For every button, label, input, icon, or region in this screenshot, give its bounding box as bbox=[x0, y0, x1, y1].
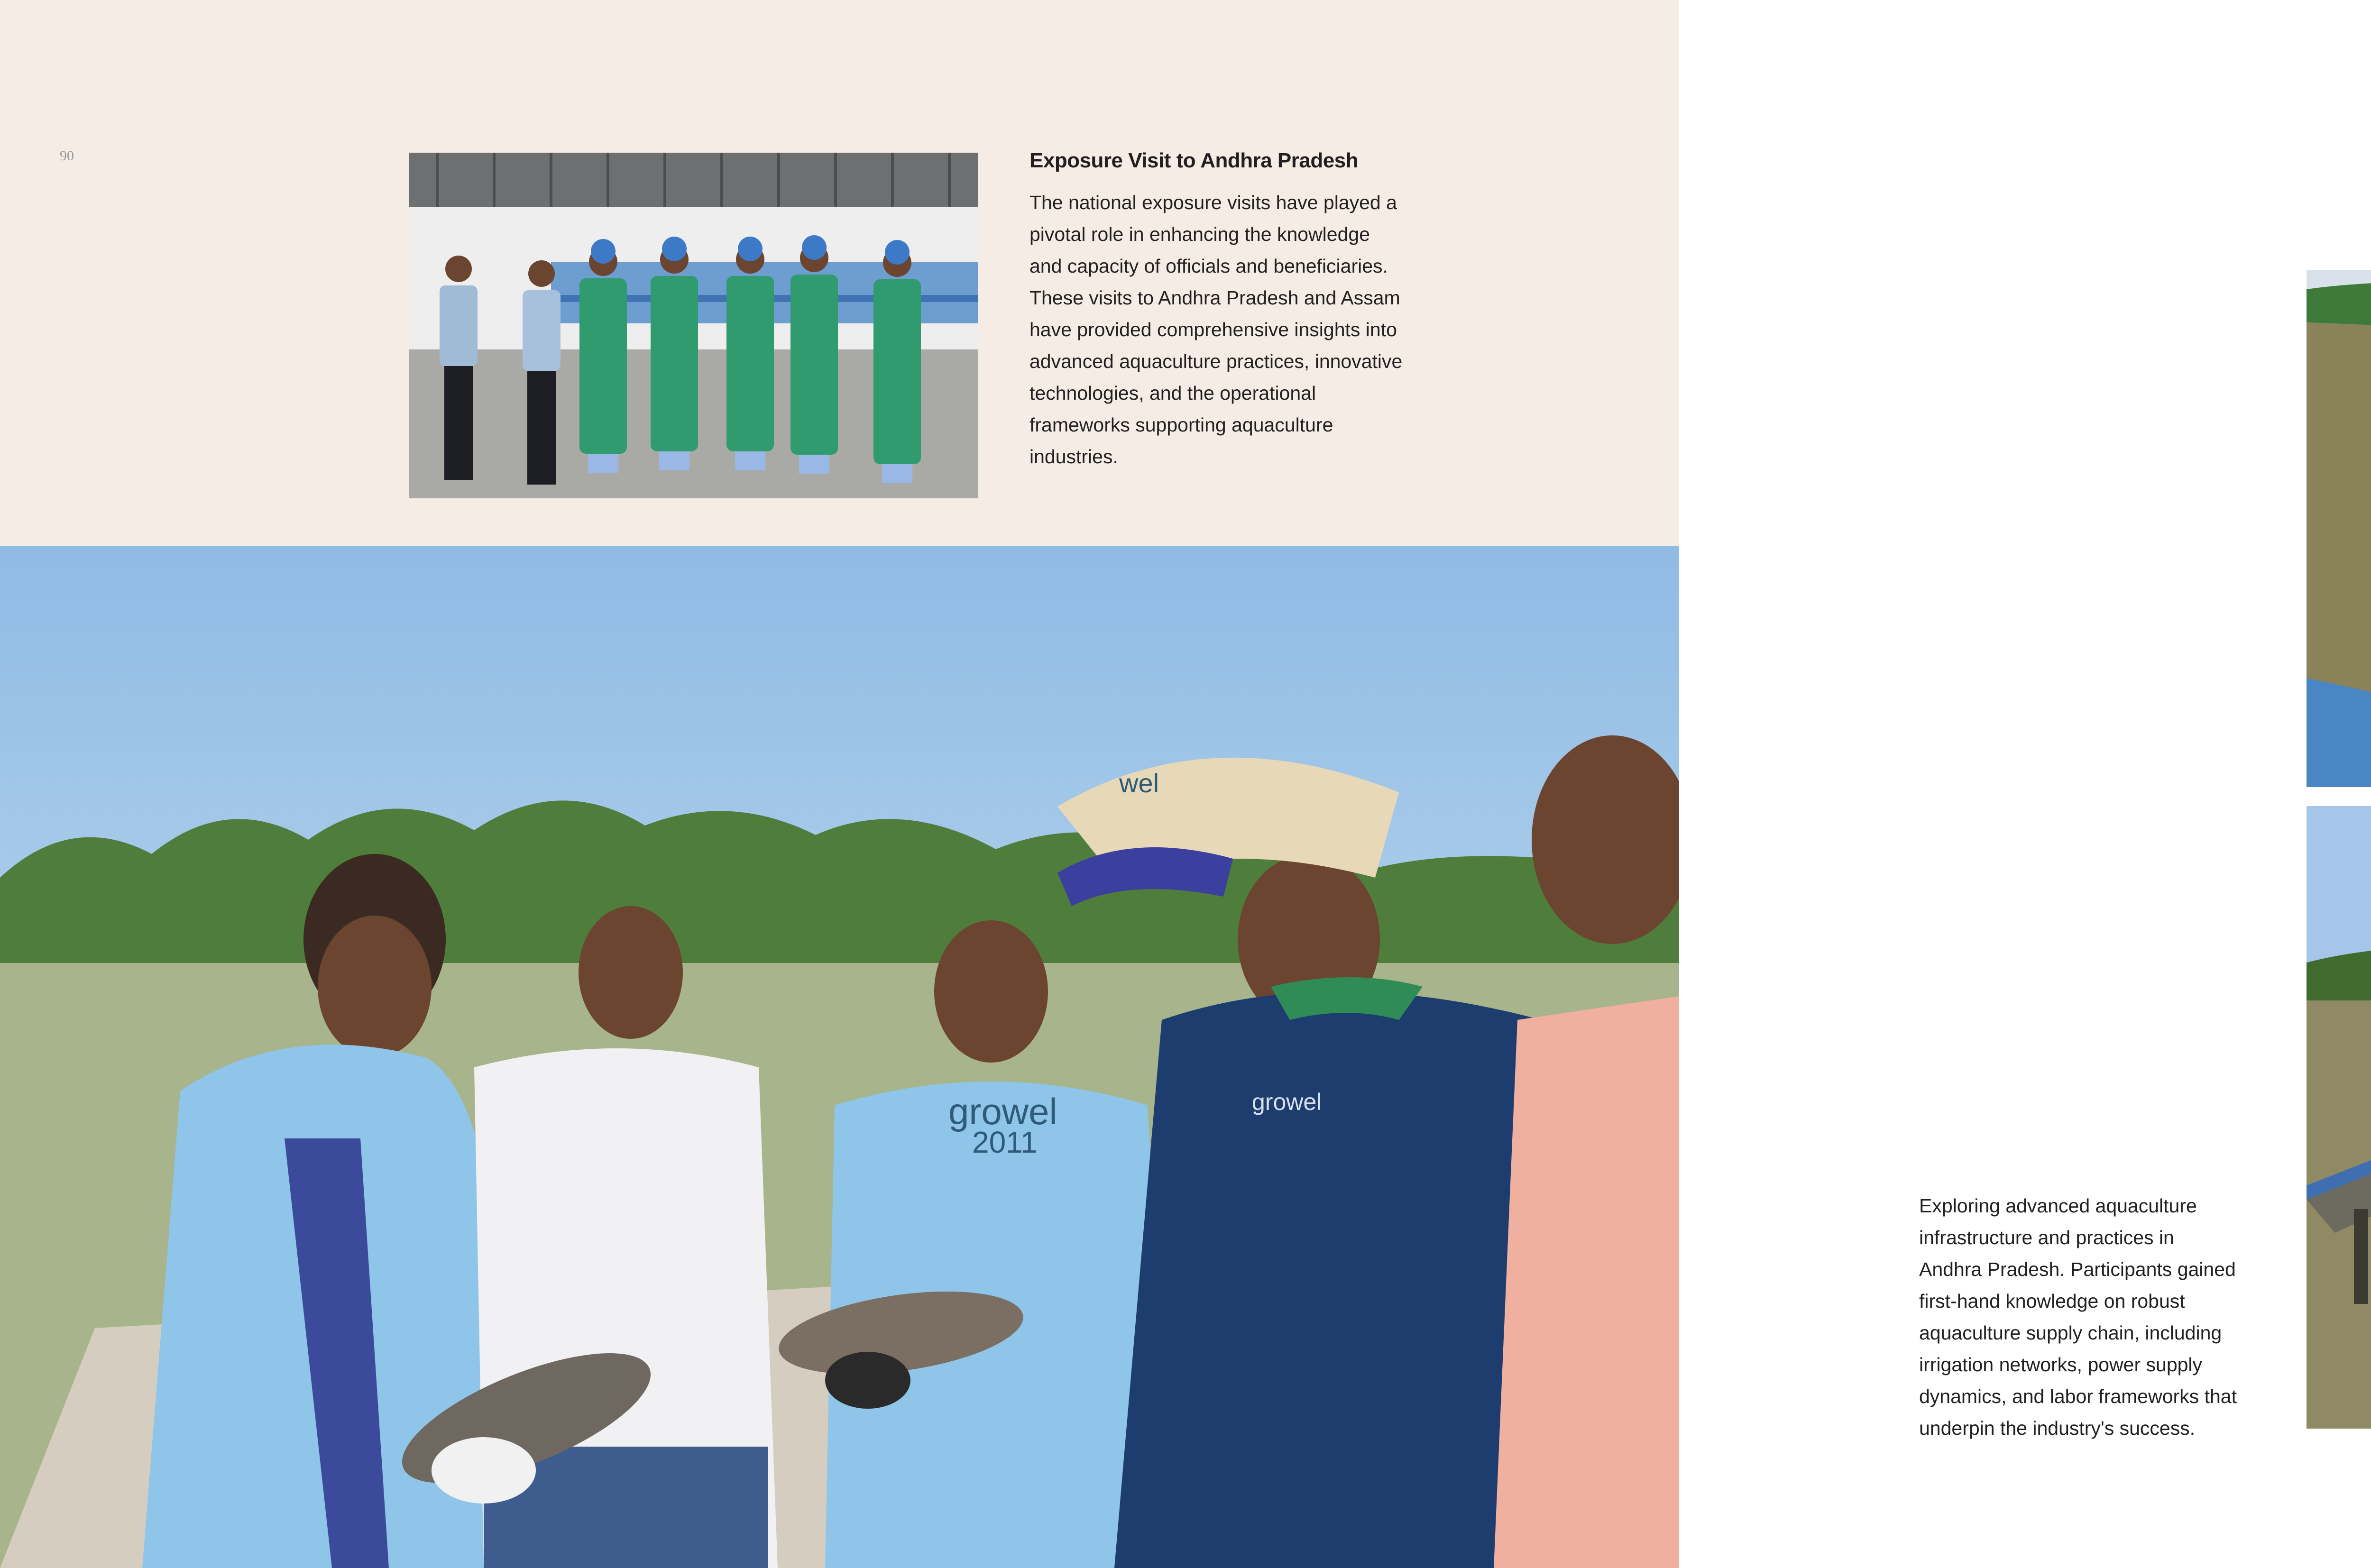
cage-farm-photo bbox=[2307, 806, 2371, 1429]
caption-line: underpin the industry's success. bbox=[1919, 1417, 2196, 1439]
intro-line: advanced aquaculture practices, innovative bbox=[1029, 350, 1403, 372]
fish-inspection-photo bbox=[0, 546, 1679, 1568]
caption-line: first-hand knowledge on robust bbox=[1919, 1290, 2185, 1312]
pond-visit-photo bbox=[2307, 270, 2371, 787]
shirt-logo: growel bbox=[948, 1091, 1057, 1132]
page-number-left: 90 bbox=[60, 148, 74, 164]
shirt-year: 2011 bbox=[972, 1125, 1038, 1159]
intro-paragraph bbox=[1029, 187, 1456, 473]
group-photo bbox=[409, 153, 978, 498]
caption-line: dynamics, and labor frameworks that bbox=[1919, 1385, 2237, 1407]
intro-line: frameworks supporting aquaculture bbox=[1029, 414, 1333, 436]
intro-line: technologies, and the operational bbox=[1029, 382, 1316, 404]
photo-caption bbox=[1919, 1190, 2279, 1444]
caption-line: aquaculture supply chain, including bbox=[1919, 1322, 2222, 1344]
intro-line: pivotal role in enhancing the knowledge bbox=[1029, 223, 1370, 245]
caption-line: infrastructure and practices in bbox=[1919, 1227, 2174, 1248]
caption-line: Exploring advanced aquaculture bbox=[1919, 1195, 2197, 1217]
right-page bbox=[1679, 0, 2371, 1568]
intro-line: and capacity of officials and beneficiaries. bbox=[1029, 255, 1388, 277]
section-heading: Exposure Visit to Andhra Pradesh bbox=[1029, 149, 1359, 172]
intro-line: The national exposure visits have played a bbox=[1029, 192, 1397, 213]
intro-line: These visits to Andhra Pradesh and Assam bbox=[1029, 287, 1400, 309]
intro-line: industries. bbox=[1029, 446, 1118, 468]
polo-logo: growel bbox=[1252, 1089, 1322, 1115]
caption-line: irrigation networks, power supply bbox=[1919, 1354, 2203, 1375]
intro-line: have provided comprehensive insights into bbox=[1029, 319, 1397, 340]
caption-line: Andhra Pradesh. Participants gained bbox=[1919, 1258, 2236, 1280]
cap-logo: wel bbox=[1119, 768, 1159, 798]
